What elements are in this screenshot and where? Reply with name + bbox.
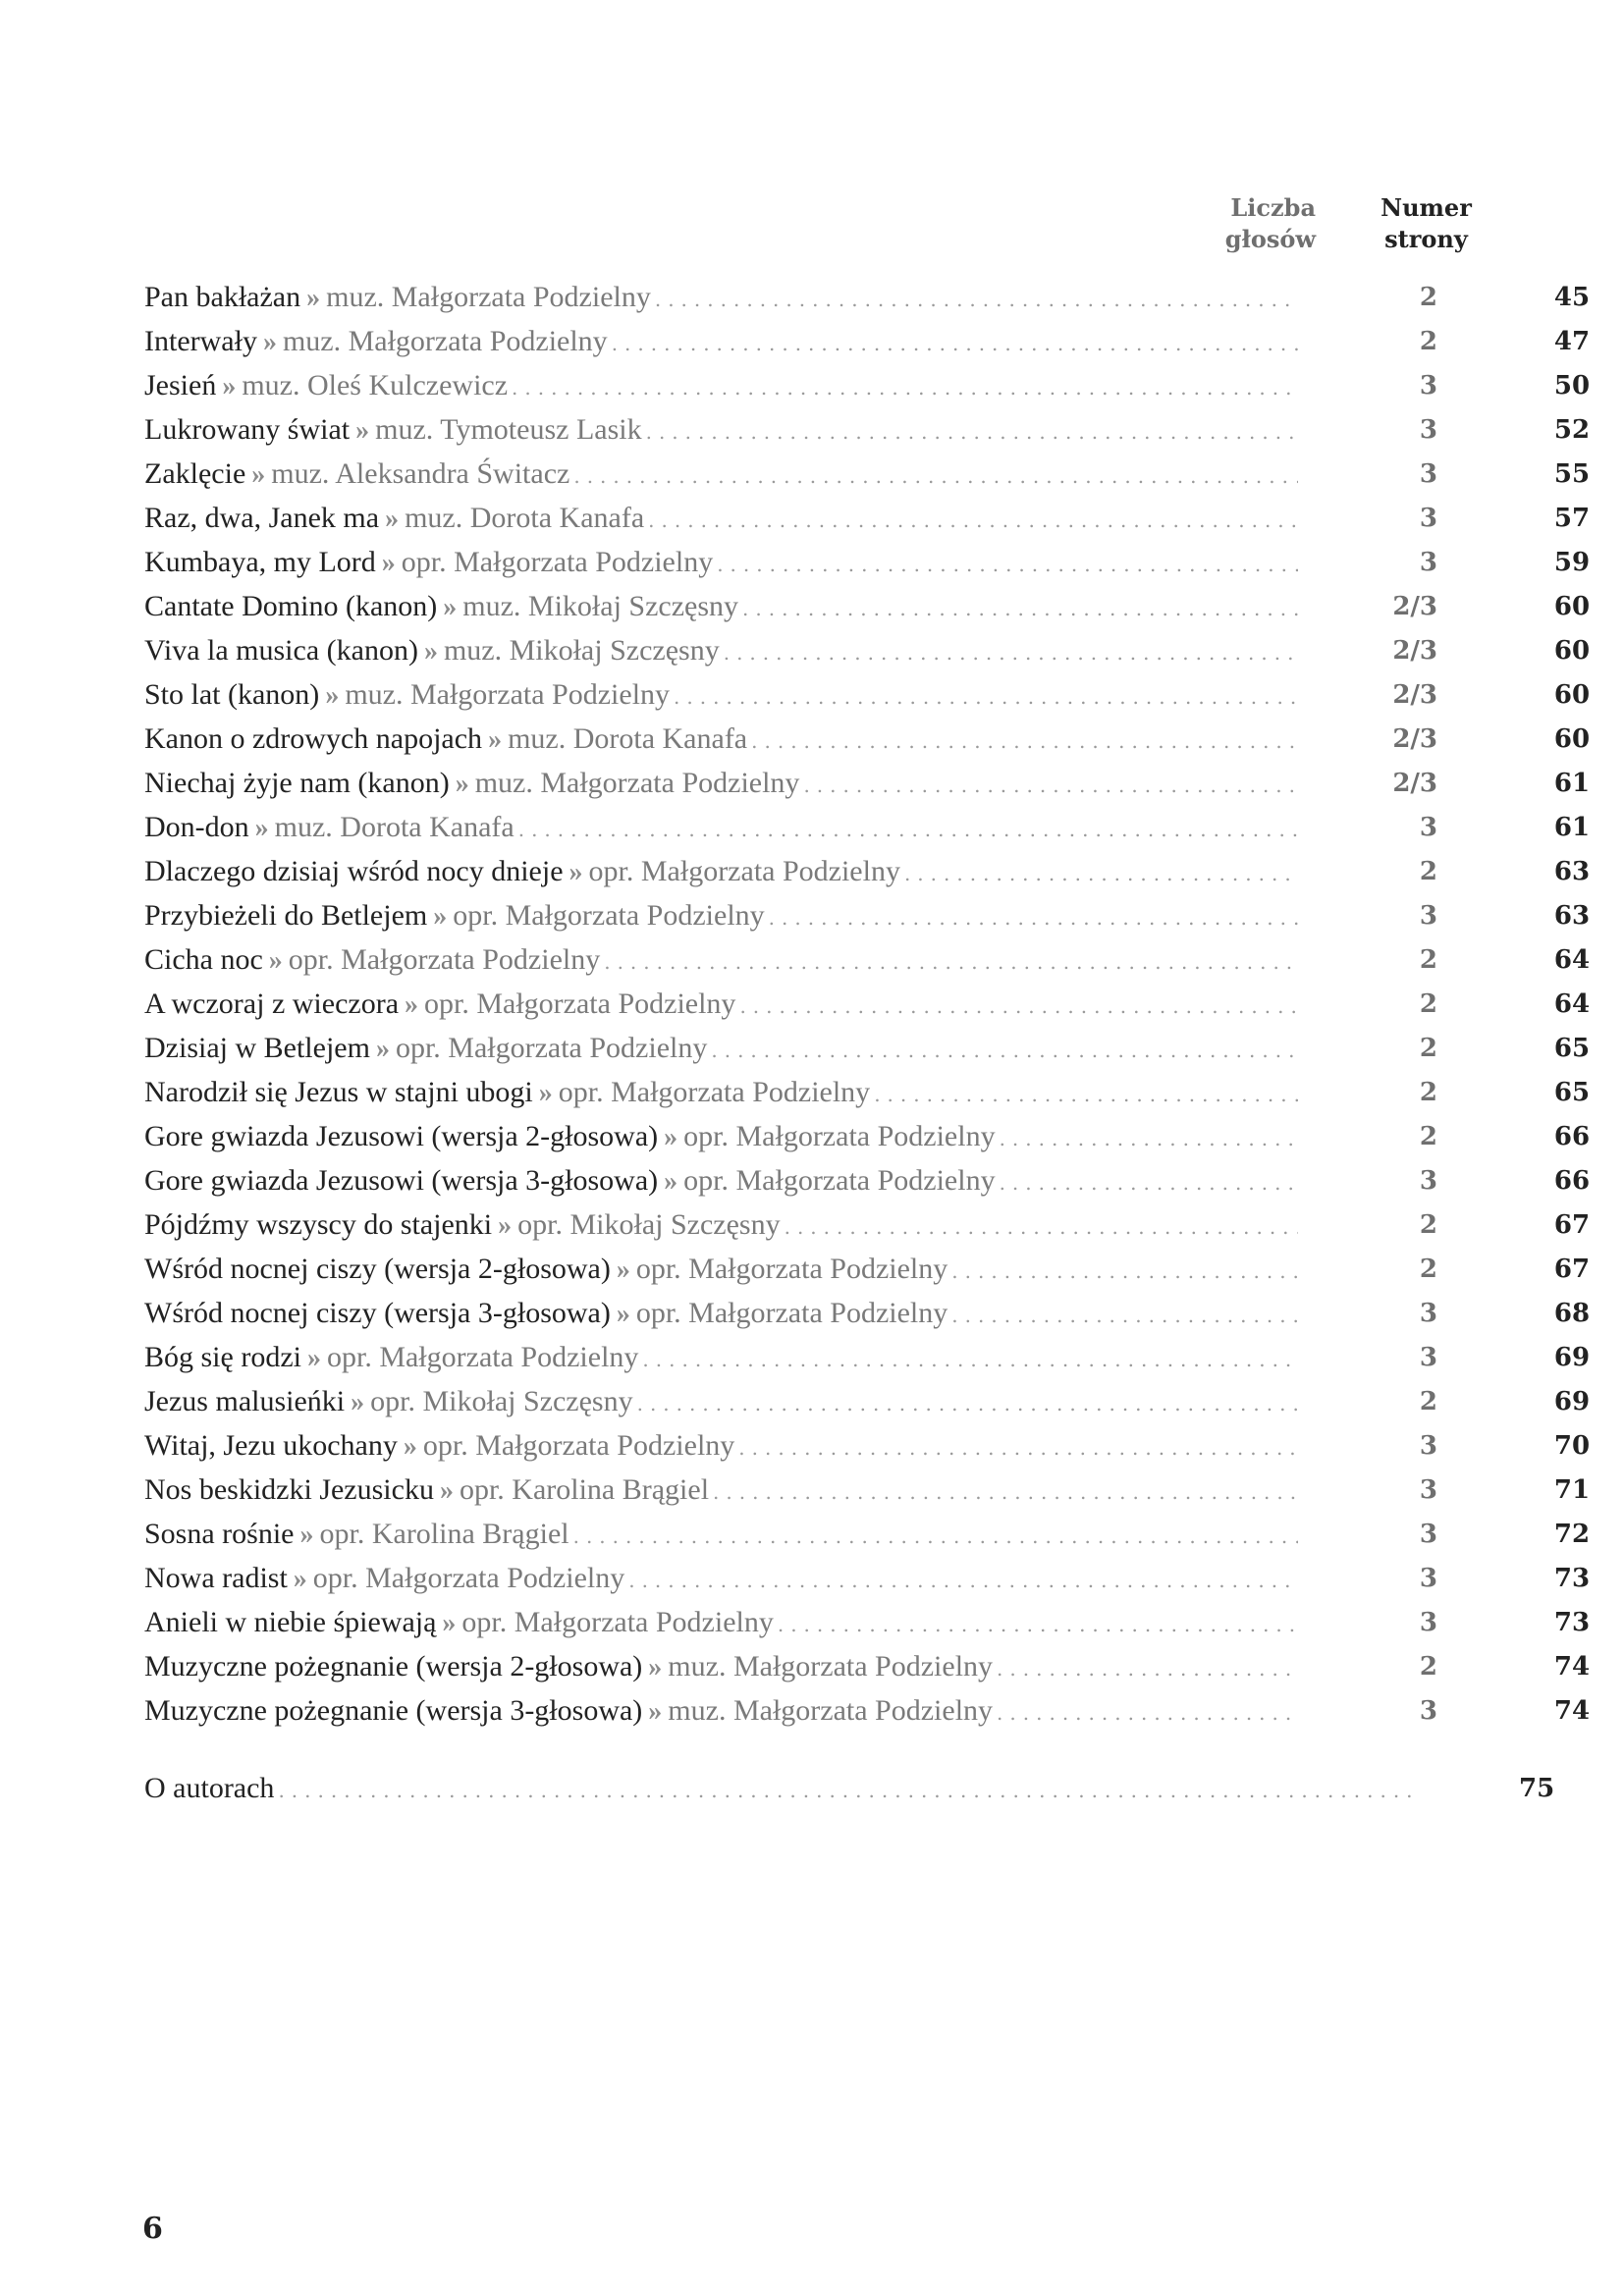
header-voices-line1: Liczba <box>1230 193 1316 222</box>
song-author: opr. Małgorzata Podzielny <box>288 942 601 976</box>
toc-entry-text <box>144 1076 1298 1109</box>
double-chevron-icon: » <box>455 768 469 799</box>
dot-leader <box>512 376 1298 400</box>
double-chevron-icon: » <box>222 370 237 401</box>
header-page-line2: strony <box>1384 225 1468 253</box>
toc-entry[interactable] <box>144 540 1591 584</box>
dot-leader <box>646 420 1298 444</box>
page-number-ref[interactable]: 64 <box>1553 988 1591 1019</box>
toc-entry[interactable] <box>144 319 1591 363</box>
dot-leader <box>785 1215 1298 1239</box>
song-title: Narodził się Jezus w stajni ubogi <box>144 1075 533 1108</box>
dot-leader <box>951 1304 1298 1327</box>
page-number-ref[interactable]: 59 <box>1553 547 1591 577</box>
song-author: muz. Małgorzata Podzielny <box>282 324 608 357</box>
song-author: muz. Oleś Kulczewicz <box>242 368 509 401</box>
song-author: opr. Małgorzata Podzielny <box>683 1163 996 1197</box>
toc-entry-text <box>144 1253 1298 1286</box>
toc-entry[interactable] <box>144 452 1591 496</box>
song-title: A wczoraj z wieczora <box>144 987 400 1020</box>
dot-leader <box>717 553 1298 576</box>
dot-leader <box>951 1259 1298 1283</box>
song-title: Pójdźmy wszyscy do stajenki <box>144 1207 493 1241</box>
voice-count: 2 <box>1419 326 1437 356</box>
toc-entry[interactable] <box>144 1423 1591 1468</box>
dot-leader <box>637 1392 1298 1415</box>
toc-entry[interactable] <box>144 1158 1591 1202</box>
song-title: Muzyczne pożegnanie (wersja 2-głosowa) <box>144 1649 643 1682</box>
toc-entry[interactable] <box>144 407 1591 452</box>
page-number-ref[interactable]: 67 <box>1553 1209 1591 1240</box>
song-author: muz. Małgorzata Podzielny <box>668 1693 994 1727</box>
voice-count: 3 <box>1419 370 1437 400</box>
toc-entry[interactable] <box>144 1247 1591 1291</box>
page-number-ref[interactable]: 69 <box>1553 1386 1591 1416</box>
song-author: opr. Małgorzata Podzielny <box>312 1561 625 1594</box>
toc-entry[interactable] <box>144 1644 1591 1688</box>
page-number-ref[interactable]: 68 <box>1553 1298 1591 1328</box>
song-title: Niechaj żyje nam (kanon) <box>144 766 450 799</box>
voice-count: 2/3 <box>1392 723 1437 754</box>
voice-count: 3 <box>1419 900 1437 931</box>
voice-count: 3 <box>1419 1298 1437 1328</box>
header-voices-line2: głosów <box>1224 225 1316 253</box>
dot-leader <box>1000 1171 1298 1195</box>
column-header-voice-count <box>1168 192 1316 255</box>
double-chevron-icon: » <box>251 458 266 490</box>
song-author: muz. Dorota Kanafa <box>405 501 645 534</box>
voice-count: 2/3 <box>1392 635 1437 666</box>
page-number-ref[interactable]: 61 <box>1553 768 1591 798</box>
dot-leader <box>604 950 1298 974</box>
voice-count: 3 <box>1419 547 1437 577</box>
song-title: Przybieżeli do Betlejem <box>144 898 428 932</box>
toc-entry-text <box>144 1772 1421 1805</box>
song-author: opr. Mikołaj Szczęsny <box>517 1207 781 1241</box>
song-author: opr. Małgorzata Podzielny <box>453 898 765 932</box>
voice-count: 3 <box>1419 1342 1437 1372</box>
song-author: muz. Tymoteusz Lasik <box>375 412 642 446</box>
header-page-line1: Numer <box>1380 193 1472 222</box>
song-title: Sosna rośnie <box>144 1517 295 1550</box>
voice-count: 2 <box>1419 1386 1437 1416</box>
double-chevron-icon: » <box>664 1121 678 1152</box>
toc-entry-text <box>144 1297 1298 1330</box>
voice-count: 3 <box>1419 458 1437 489</box>
song-title: Dzisiaj w Betlejem <box>144 1031 370 1064</box>
toc-entry-text <box>144 1341 1298 1374</box>
voice-count: 3 <box>1419 1474 1437 1505</box>
double-chevron-icon: » <box>648 1695 663 1727</box>
voice-count: 2 <box>1419 1121 1437 1151</box>
toc-entry-text <box>144 1473 1298 1507</box>
page-number-ref[interactable]: 70 <box>1553 1430 1591 1461</box>
dot-leader <box>713 1480 1298 1504</box>
voice-count: 3 <box>1419 1165 1437 1196</box>
toc-entry[interactable] <box>144 717 1591 761</box>
page-number-ref[interactable]: 60 <box>1553 723 1591 754</box>
double-chevron-icon: » <box>385 503 400 534</box>
page-number-ref[interactable]: 67 <box>1553 1254 1591 1284</box>
toc-entry-text <box>144 1208 1298 1242</box>
dot-leader <box>751 729 1298 753</box>
song-title: Jesień <box>144 368 217 401</box>
toc-entry[interactable] <box>144 1379 1591 1423</box>
page-number-ref[interactable]: 72 <box>1553 1519 1591 1549</box>
song-author: muz. Mikołaj Szczęsny <box>462 589 739 622</box>
voice-count: 2 <box>1419 1254 1437 1284</box>
page-number-ref[interactable]: 65 <box>1553 1033 1591 1063</box>
toc-entry[interactable] <box>144 761 1591 805</box>
toc-entry-text <box>144 1385 1298 1418</box>
toc-entry-about-authors[interactable] <box>144 1766 1555 1810</box>
toc-entry-text <box>144 678 1298 712</box>
toc-entry[interactable] <box>144 937 1591 982</box>
double-chevron-icon: » <box>443 591 458 622</box>
song-author: muz. Aleksandra Świtacz <box>271 456 570 490</box>
dot-leader <box>724 641 1298 665</box>
toc-entry-text <box>144 1032 1298 1065</box>
dot-leader <box>711 1039 1298 1062</box>
page-number-ref[interactable]: 52 <box>1553 414 1591 445</box>
toc-entry-text <box>144 767 1298 800</box>
dot-leader <box>518 818 1298 841</box>
song-author: opr. Małgorzata Podzielny <box>424 987 736 1020</box>
voice-count: 3 <box>1419 1695 1437 1726</box>
song-title: Gore gwiazda Jezusowi (wersja 2-głosowa) <box>144 1119 659 1152</box>
toc-entry-text <box>144 590 1298 623</box>
page-number-ref[interactable]: 63 <box>1553 900 1591 931</box>
toc-entry[interactable] <box>144 628 1591 672</box>
dot-leader <box>739 994 1298 1018</box>
voice-count: 3 <box>1419 503 1437 533</box>
dot-leader <box>1000 1127 1298 1150</box>
dot-leader <box>674 685 1298 709</box>
page-number-ref[interactable]: 73 <box>1553 1607 1591 1637</box>
toc-entry[interactable] <box>144 982 1591 1026</box>
page-number-ref[interactable]: 61 <box>1553 812 1591 842</box>
toc-entry[interactable] <box>144 1026 1591 1070</box>
song-author: muz. Dorota Kanafa <box>274 810 514 843</box>
song-title: Cicha noc <box>144 942 263 976</box>
double-chevron-icon: » <box>325 679 340 711</box>
double-chevron-icon: » <box>381 547 396 578</box>
double-chevron-icon: » <box>568 856 583 887</box>
toc-entry[interactable] <box>144 1512 1591 1556</box>
song-title: Muzyczne pożegnanie (wersja 3-głosowa) <box>144 1693 643 1727</box>
toc-entry[interactable] <box>144 1556 1591 1600</box>
toc-entry[interactable] <box>144 1202 1591 1247</box>
song-author: opr. Karolina Brągiel <box>319 1517 569 1550</box>
song-author: opr. Małgorzata Podzielny <box>461 1605 774 1638</box>
double-chevron-icon: » <box>538 1077 553 1108</box>
voice-count: 2 <box>1419 1651 1437 1682</box>
dot-leader <box>642 1348 1298 1371</box>
double-chevron-icon: » <box>616 1254 630 1285</box>
song-author: muz. Małgorzata Podzielny <box>668 1649 994 1682</box>
song-title: Wśród nocnej ciszy (wersja 2-głosowa) <box>144 1252 611 1285</box>
dot-leader <box>648 508 1298 532</box>
voice-count: 3 <box>1419 1607 1437 1637</box>
song-author: opr. Małgorzata Podzielny <box>635 1296 948 1329</box>
dot-leader <box>628 1569 1298 1592</box>
toc-entry[interactable] <box>144 1600 1591 1644</box>
toc-entry[interactable] <box>144 672 1591 717</box>
song-author: muz. Dorota Kanafa <box>508 721 748 755</box>
double-chevron-icon: » <box>375 1033 390 1064</box>
dot-leader <box>655 288 1298 311</box>
song-author: muz. Małgorzata Podzielny <box>345 677 671 711</box>
voice-count: 3 <box>1419 1563 1437 1593</box>
toc-entry-text <box>144 811 1298 844</box>
page-number-ref[interactable]: 64 <box>1553 944 1591 975</box>
double-chevron-icon: » <box>306 1342 321 1373</box>
page-number-ref[interactable]: 65 <box>1553 1077 1591 1107</box>
toc-entry-text <box>144 988 1298 1021</box>
song-author: opr. Małgorzata Podzielny <box>326 1340 639 1373</box>
toc-entry-text <box>144 1562 1298 1595</box>
song-author: opr. Karolina Brągiel <box>459 1472 710 1506</box>
page-number-ref[interactable]: 71 <box>1553 1474 1591 1505</box>
voice-count: 2 <box>1419 1209 1437 1240</box>
dot-leader <box>769 906 1298 930</box>
double-chevron-icon: » <box>423 635 438 667</box>
song-title: Viva la musica (kanon) <box>144 633 418 667</box>
toc-entry[interactable] <box>144 1070 1591 1114</box>
double-chevron-icon: » <box>433 900 448 932</box>
song-author: opr. Mikołaj Szczęsny <box>370 1384 633 1417</box>
toc-entry[interactable] <box>144 1335 1591 1379</box>
toc-entry-text <box>144 281 1298 314</box>
dot-leader <box>904 862 1298 885</box>
song-title: Lukrowany świat <box>144 412 351 446</box>
song-title: Dlaczego dzisiaj wśród nocy dnieje <box>144 854 564 887</box>
toc-entry-text <box>144 1650 1298 1683</box>
song-author: opr. Małgorzata Podzielny <box>395 1031 708 1064</box>
song-title: Bóg się rodzi <box>144 1340 301 1373</box>
toc-entry-text <box>144 457 1298 491</box>
song-author: muz. Mikołaj Szczęsny <box>443 633 720 667</box>
voice-count: 3 <box>1419 414 1437 445</box>
toc-entry[interactable] <box>144 849 1591 893</box>
song-title: Jezus malusieńki <box>144 1384 346 1417</box>
page-number-ref[interactable]: 74 <box>1553 1695 1591 1726</box>
song-author: opr. Małgorzata Podzielny <box>588 854 900 887</box>
double-chevron-icon: » <box>299 1519 314 1550</box>
song-title: Raz, dwa, Janek ma <box>144 501 380 534</box>
toc-entry-text <box>144 325 1298 358</box>
song-title: Kumbaya, my Lord <box>144 545 376 578</box>
toc-entry-text <box>144 1164 1298 1198</box>
toc-entry[interactable] <box>144 496 1591 540</box>
page-number-ref[interactable]: 60 <box>1553 591 1591 621</box>
toc-entry-text <box>144 1120 1298 1153</box>
voice-count: 2 <box>1419 988 1437 1019</box>
song-author: opr. Małgorzata Podzielny <box>422 1428 735 1462</box>
dot-leader <box>278 1779 1421 1802</box>
page-number-ref[interactable]: 63 <box>1553 856 1591 886</box>
toc-entry-text <box>144 1429 1298 1463</box>
double-chevron-icon: » <box>351 1386 365 1417</box>
song-title: Nos beskidzki Jezusicku <box>144 1472 434 1506</box>
double-chevron-icon: » <box>648 1651 663 1682</box>
toc-entry-text <box>144 855 1298 888</box>
double-chevron-icon: » <box>262 326 277 357</box>
toc-entry-text <box>144 546 1298 579</box>
voice-count: 2 <box>1419 856 1437 886</box>
page-number-ref[interactable]: 60 <box>1553 635 1591 666</box>
dot-leader <box>803 774 1298 797</box>
double-chevron-icon: » <box>306 282 321 313</box>
double-chevron-icon: » <box>355 414 370 446</box>
toc-entry[interactable] <box>144 893 1591 937</box>
voice-count: 3 <box>1419 1519 1437 1549</box>
page-number-ref[interactable]: 55 <box>1553 458 1591 489</box>
voice-count: 2 <box>1419 944 1437 975</box>
double-chevron-icon: » <box>616 1298 630 1329</box>
song-author: opr. Małgorzata Podzielny <box>558 1075 871 1108</box>
dot-leader <box>874 1083 1298 1106</box>
voice-count: 2 <box>1419 1077 1437 1107</box>
column-header-page-number <box>1370 192 1483 255</box>
toc-entry-text <box>144 1518 1298 1551</box>
toc-entry-text <box>144 634 1298 667</box>
song-title: Kanon o zdrowych napojach <box>144 721 483 755</box>
toc-entry[interactable] <box>144 1291 1591 1335</box>
toc-entry-text <box>144 899 1298 933</box>
toc-entry-text <box>144 1606 1298 1639</box>
dot-leader <box>612 332 1298 355</box>
double-chevron-icon: » <box>254 812 269 843</box>
voice-count: 2/3 <box>1392 768 1437 798</box>
page-number-ref[interactable]: 66 <box>1553 1121 1591 1151</box>
double-chevron-icon: » <box>405 988 419 1020</box>
double-chevron-icon: » <box>403 1430 417 1462</box>
song-author: muz. Małgorzata Podzielny <box>326 280 651 313</box>
toc-entry-text <box>144 1694 1298 1728</box>
page-number-ref[interactable]: 45 <box>1553 282 1591 312</box>
song-author: opr. Małgorzata Podzielny <box>683 1119 996 1152</box>
dot-leader <box>573 1524 1298 1548</box>
song-title: Sto lat (kanon) <box>144 677 320 711</box>
voice-count: 2 <box>1419 282 1437 312</box>
page-number-ref[interactable]: 66 <box>1553 1165 1591 1196</box>
song-title: Zaklęcie <box>144 456 246 490</box>
song-title: O autorach <box>144 1771 275 1804</box>
dot-leader <box>742 597 1298 620</box>
toc-entry[interactable] <box>144 363 1591 407</box>
double-chevron-icon: » <box>442 1607 457 1638</box>
page-number-ref[interactable]: 74 <box>1553 1651 1591 1682</box>
song-title: Nowa radist <box>144 1561 288 1594</box>
toc-entry[interactable] <box>144 275 1591 319</box>
toc-entry[interactable] <box>144 584 1591 628</box>
page-number-ref[interactable]: 60 <box>1553 679 1591 710</box>
song-title: Wśród nocnej ciszy (wersja 3-głosowa) <box>144 1296 611 1329</box>
page-number-ref[interactable]: 69 <box>1553 1342 1591 1372</box>
song-title: Don-don <box>144 810 249 843</box>
song-title: Anieli w niebie śpiewają <box>144 1605 437 1638</box>
toc-entry-text <box>144 722 1298 756</box>
song-author: opr. Małgorzata Podzielny <box>635 1252 948 1285</box>
page-number-ref[interactable]: 73 <box>1553 1563 1591 1593</box>
page-number-ref[interactable]: 75 <box>1519 1773 1555 1803</box>
voice-count: 2 <box>1419 1033 1437 1063</box>
double-chevron-icon: » <box>268 944 283 976</box>
voice-count: 3 <box>1419 1430 1437 1461</box>
double-chevron-icon: » <box>439 1474 454 1506</box>
toc-entry[interactable] <box>144 805 1591 849</box>
dot-leader <box>997 1701 1298 1725</box>
toc-entry-text <box>144 943 1298 977</box>
double-chevron-icon: » <box>488 723 503 755</box>
voice-count: 2/3 <box>1392 591 1437 621</box>
toc-entry-text <box>144 413 1298 447</box>
page-number-ref[interactable]: 50 <box>1553 370 1591 400</box>
toc-entry[interactable] <box>144 1468 1591 1512</box>
song-author: muz. Małgorzata Podzielny <box>474 766 800 799</box>
toc-entry[interactable] <box>144 1114 1591 1158</box>
song-title: Cantate Domino (kanon) <box>144 589 438 622</box>
voice-count: 3 <box>1419 812 1437 842</box>
song-author: opr. Małgorzata Podzielny <box>401 545 714 578</box>
double-chevron-icon: » <box>498 1209 513 1241</box>
toc-entry-text <box>144 502 1298 535</box>
song-title: Pan bakłażan <box>144 280 301 313</box>
song-title: Witaj, Jezu ukochany <box>144 1428 398 1462</box>
page-number: 6 <box>142 2212 163 2246</box>
double-chevron-icon: » <box>664 1165 678 1197</box>
dot-leader <box>738 1436 1298 1460</box>
toc-entry-text <box>144 369 1298 402</box>
dot-leader <box>778 1613 1298 1636</box>
dot-leader <box>997 1657 1298 1681</box>
double-chevron-icon: » <box>293 1563 307 1594</box>
song-title: Gore gwiazda Jezusowi (wersja 3-głosowa) <box>144 1163 659 1197</box>
table-of-contents <box>144 275 1591 1810</box>
song-title: Interwały <box>144 324 257 357</box>
voice-count: 2/3 <box>1392 679 1437 710</box>
toc-entry[interactable] <box>144 1688 1591 1733</box>
page-number-ref[interactable]: 47 <box>1553 326 1591 356</box>
dot-leader <box>573 464 1298 488</box>
page-number-ref[interactable]: 57 <box>1553 503 1591 533</box>
